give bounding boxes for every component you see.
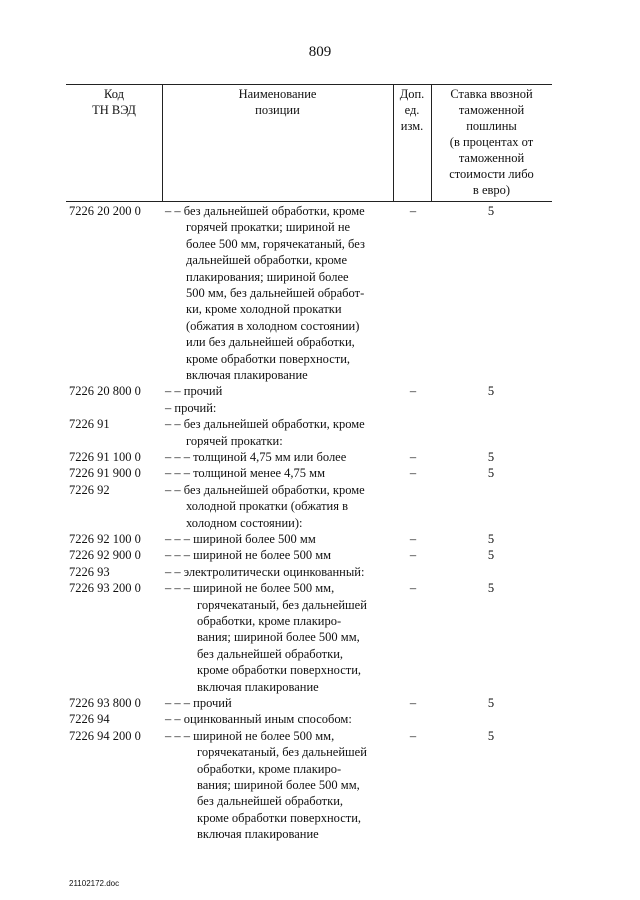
header-unit: Доп. ед. изм.: [399, 87, 425, 133]
row-name-line: горячей прокатки:: [186, 433, 283, 448]
row-name-line: без дальнейшей обработки,: [197, 646, 344, 661]
row-name-line: включая плакирование: [186, 368, 308, 383]
row-rate: 5: [487, 532, 495, 546]
row-rate: 5: [487, 548, 495, 563]
row-name-line: – – – шириной не более 500 мм: [165, 548, 332, 563]
row-name: [165, 547, 393, 563]
row-code: 7226 92: [69, 482, 110, 497]
row-rate: 5: [487, 384, 495, 399]
row-name-line: – – – толщиной 4,75 мм или более: [165, 450, 347, 464]
table-top-rule: [66, 84, 552, 85]
row-name-line: – – прочий: [165, 384, 223, 399]
row-name: [165, 728, 393, 843]
row-name: [165, 449, 393, 465]
row-rate: 5: [487, 581, 495, 596]
row-name-line: вания; шириной более 500 мм,: [197, 630, 360, 645]
row-name: [165, 400, 393, 416]
row-code: 7226 93: [69, 564, 110, 579]
row-code: 7226 91 900 0: [69, 466, 141, 481]
row-name-line: – – – прочий: [165, 696, 232, 710]
row-name: [165, 383, 393, 399]
row-name-line: кроме обработки поверхности,: [197, 663, 362, 678]
row-name-line: кроме обработки поверхности,: [186, 351, 351, 366]
row-name-line: холодном состоянии):: [186, 515, 303, 530]
row-name-line: включая плакирование: [197, 827, 319, 842]
row-name-line: обработки, кроме плакиро-: [197, 614, 342, 628]
row-name-line: – – оцинкованный иным способом:: [165, 712, 352, 727]
row-name-line: ки, кроме холодной прокатки: [186, 302, 342, 317]
row-name-line: горячекатаный, без дальнейшей: [197, 597, 367, 612]
row-unit: –: [409, 384, 417, 399]
row-name-line: без дальнейшей обработки,: [197, 794, 344, 809]
row-code: 7226 94: [69, 712, 110, 727]
row-name: [165, 465, 393, 481]
row-name-line: – – – толщиной менее 4,75 мм: [165, 466, 326, 481]
header-name: Наименование позиции: [238, 87, 317, 117]
row-rate: 5: [487, 204, 495, 218]
row-code: 7226 92 100 0: [69, 532, 141, 546]
row-name-line: – прочий:: [165, 400, 217, 415]
row-name-line: плакирования; шириной более: [186, 269, 349, 284]
row-unit: –: [409, 548, 417, 563]
row-code: 7226 20 800 0: [69, 384, 141, 399]
row-name-line: – – – шириной не более 500 мм,: [165, 581, 335, 596]
row-code: 7226 93 800 0: [69, 696, 141, 710]
row-name: [165, 711, 393, 727]
row-unit: –: [409, 450, 417, 464]
row-name-line: дальнейшей обработки, кроме: [186, 253, 347, 268]
row-name: [165, 203, 393, 383]
row-unit: –: [409, 532, 417, 546]
row-name-line: вания; шириной более 500 мм,: [197, 778, 360, 793]
row-code: 7226 92 900 0: [69, 548, 141, 563]
row-name-line: (обжатия в холодном состоянии): [186, 318, 360, 333]
row-code: 7226 91 100 0: [69, 450, 141, 464]
header-code: Код ТН ВЭД: [92, 87, 136, 117]
row-name-line: более 500 мм, горячекатаный, без: [186, 236, 365, 251]
row-name-line: – – – шириной более 500 мм: [165, 532, 316, 546]
row-name-line: кроме обработки поверхности,: [197, 810, 362, 825]
row-name-line: – – без дальнейшей обработки, кроме: [165, 204, 365, 218]
row-name-line: или без дальнейшей обработки,: [186, 335, 355, 350]
row-name: [165, 416, 393, 449]
row-code: 7226 20 200 0: [69, 204, 141, 218]
row-name-line: 500 мм, без дальнейшей обработ-: [186, 286, 365, 301]
row-name: [165, 580, 393, 695]
row-name-line: горячекатаный, без дальнейшей: [197, 745, 367, 760]
table-header-rule: [66, 201, 552, 202]
row-code: 7226 94 200 0: [69, 728, 141, 743]
footer-filename: 21102172.doc: [69, 879, 120, 888]
row-name: [165, 482, 393, 531]
row-name-line: горячей прокатки; шириной не: [186, 220, 351, 235]
header-rate: Ставка ввозной таможенной пошлины (в процентах от таможенной стоимости либо в евро): [449, 87, 534, 197]
row-code: 7226 91: [69, 417, 110, 432]
row-unit: –: [409, 581, 417, 596]
row-rate: 5: [487, 696, 495, 710]
row-name-line: – – – шириной не более 500 мм,: [165, 728, 335, 743]
row-name-line: обработки, кроме плакиро-: [197, 761, 342, 776]
row-unit: –: [409, 466, 417, 481]
row-name: [165, 564, 393, 580]
row-name-line: – – без дальнейшей обработки, кроме: [165, 417, 365, 432]
row-rate: 5: [487, 466, 495, 481]
row-name: [165, 695, 393, 711]
row-unit: –: [409, 728, 417, 743]
row-unit: –: [409, 204, 417, 218]
row-name-line: – – без дальнейшей обработки, кроме: [165, 482, 365, 497]
row-rate: 5: [487, 728, 495, 743]
row-name-line: включая плакирование: [197, 679, 319, 694]
row-code: 7226 93 200 0: [69, 581, 141, 596]
row-name-line: холодной прокатки (обжатия в: [186, 499, 348, 514]
page-number: 809: [308, 44, 332, 60]
row-name-line: – – электролитически оцинкованный:: [165, 564, 365, 579]
row-unit: –: [409, 696, 417, 710]
row-name: [165, 531, 393, 547]
row-rate: 5: [487, 450, 495, 464]
